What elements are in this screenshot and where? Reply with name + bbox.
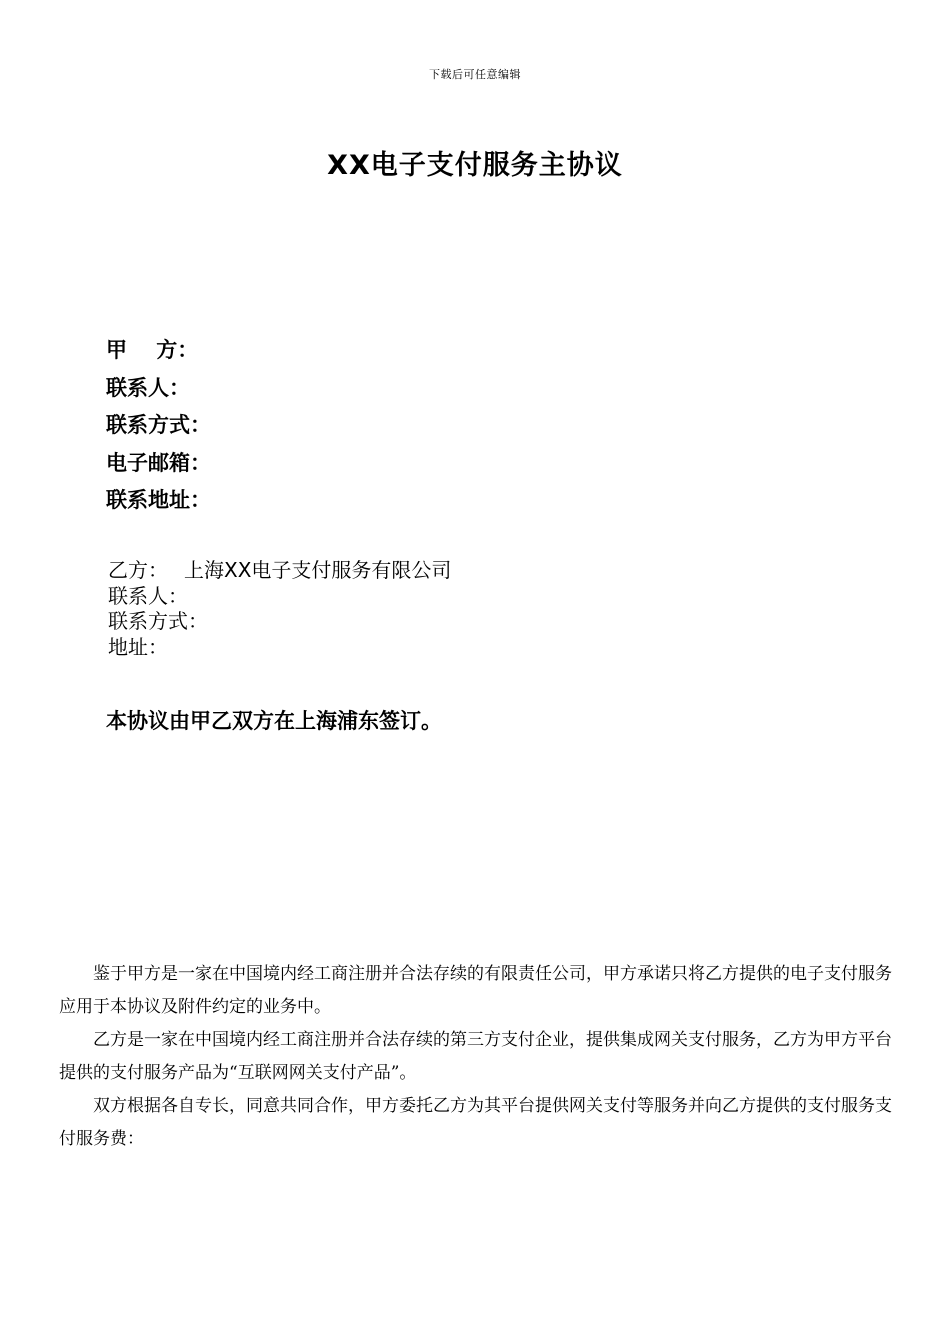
signing-location-note: 本协议由甲乙双方在上海浦东签订。 (106, 709, 442, 733)
party-a-contact-label: 联系人： (106, 375, 190, 400)
party-b-block (108, 558, 451, 660)
party-a-block (106, 332, 211, 520)
preamble-paragraph: 乙方是一家在中国境内经工商注册并合法存续的第三方支付企业，提供集成网关支付服务，乙方为甲方平台提供的支付服务产品为“互联网网关支付产品”。 (59, 1030, 892, 1083)
preamble-text (59, 958, 892, 1156)
party-a-phone-label: 联系方式： (106, 413, 211, 437)
party-b-name-label: 乙方： (108, 558, 168, 582)
document-title: XX电子支付服务主协议 (327, 150, 623, 181)
preamble-paragraph: 双方根据各自专长，同意共同合作，甲方委托乙方为其平台提供网关支付等服务并向乙方提供的支付服务支付服务费： (59, 1096, 892, 1149)
party-b-contact-label: 联系人： (108, 583, 188, 608)
preamble-paragraph: 鉴于甲方是一家在中国境内经工商注册并合法存续的有限责任公司，甲方承诺只将乙方提供的电子支付服务应用于本协议及附件约定的业务中。 (59, 964, 892, 1017)
party-b-company: 上海XX电子支付服务有限公司 (184, 558, 452, 582)
party-a-name-label: 甲 方： (106, 338, 199, 362)
header-note: 下载后可任意编辑 (429, 68, 521, 81)
party-a-email-label: 电子邮箱： (106, 450, 211, 475)
party-a-address-label: 联系地址： (106, 488, 211, 512)
party-b-name-row (108, 558, 451, 584)
party-b-phone-label: 联系方式： (108, 609, 208, 633)
party-b-address-label: 地址： (108, 634, 168, 659)
